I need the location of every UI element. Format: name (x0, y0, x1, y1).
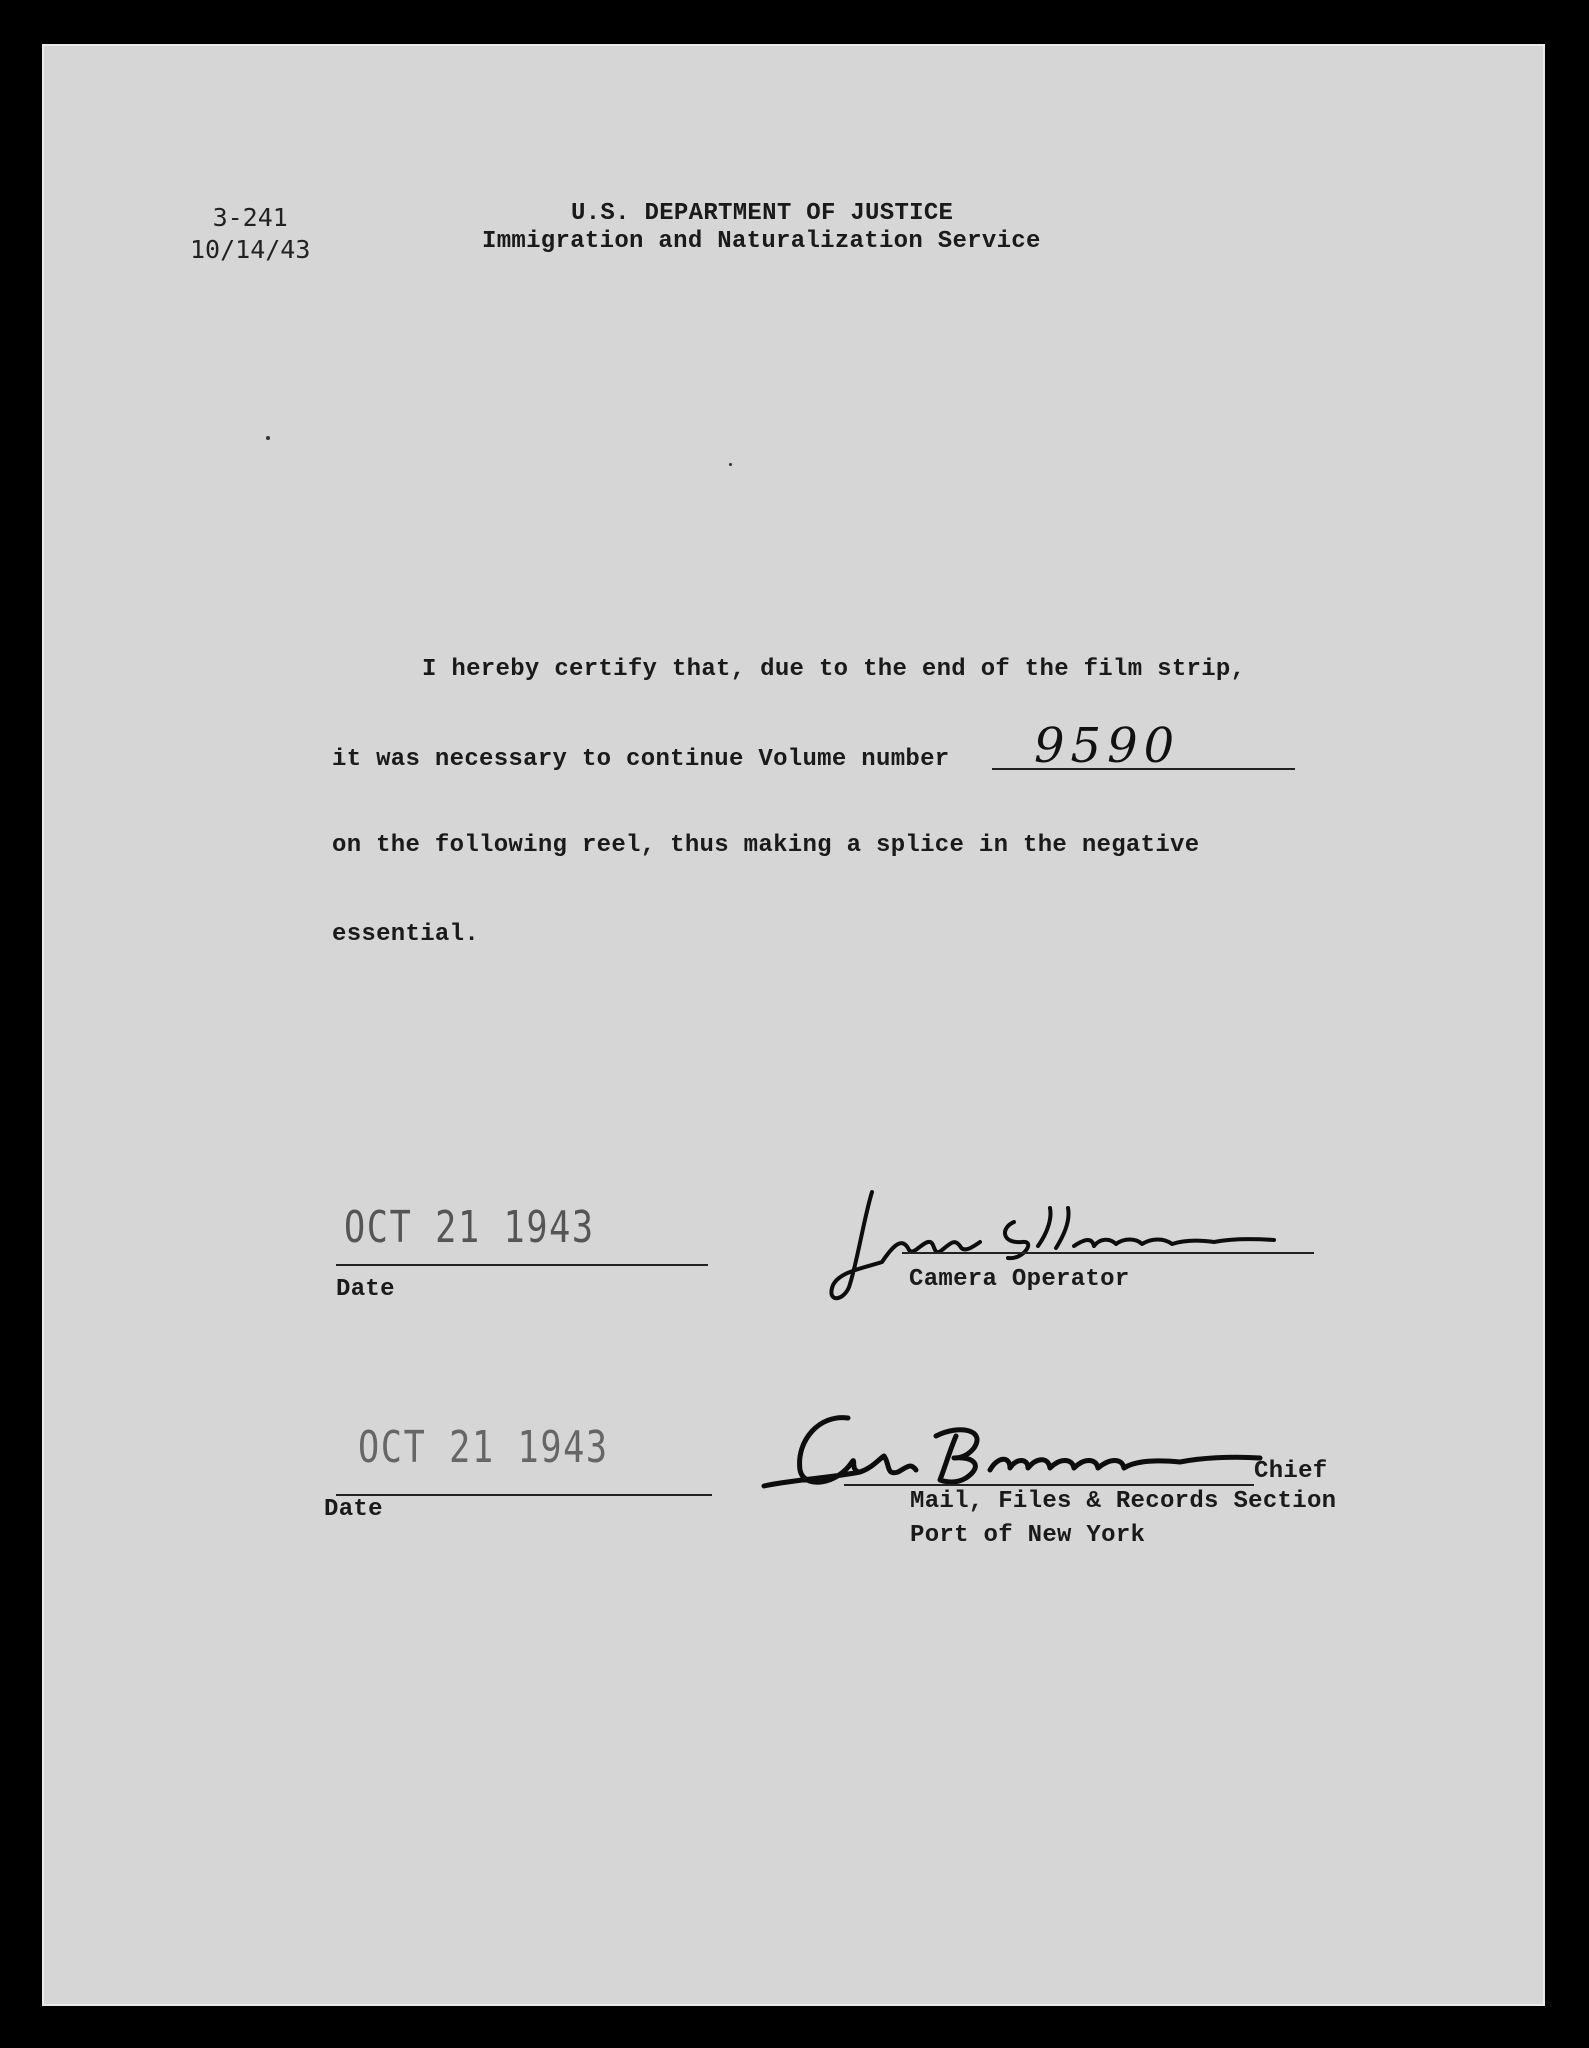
camera-operator-title: Camera Operator (909, 1266, 1130, 1293)
document-page (42, 44, 1545, 2006)
port-title: Port of New York (910, 1522, 1146, 1549)
certification-line-4: essential. (332, 921, 480, 948)
chief-signature-line (844, 1484, 1254, 1486)
operator-date-line (336, 1264, 708, 1266)
department-heading: U.S. DEPARTMENT OF JUSTICE (571, 200, 954, 227)
form-number: 3-241 (212, 203, 288, 232)
chief-date-line (336, 1494, 712, 1496)
certification-line-1: I hereby certify that, due to the end of the film strip, (422, 656, 1246, 683)
chief-title: Chief (1254, 1458, 1328, 1485)
service-heading: Immigration and Naturalization Service (482, 228, 1041, 255)
dust-speck (266, 436, 270, 440)
chief-date-label: Date (324, 1496, 383, 1523)
operator-date-stamp: OCT 21 1943 (344, 1202, 595, 1253)
operator-date-label: Date (336, 1276, 395, 1303)
form-number-block (190, 202, 310, 266)
signature-stroke (764, 1418, 1260, 1486)
form-revision-date: 10/14/43 (190, 235, 311, 264)
dust-speck (729, 463, 732, 466)
chief-date-stamp: OCT 21 1943 (358, 1422, 609, 1473)
certification-line-3: on the following reel, thus making a splice in the negative (332, 832, 1200, 859)
operator-signature-line (902, 1252, 1314, 1254)
volume-number: 9590 (1034, 718, 1181, 774)
certification-line-2: it was necessary to continue Volume number (332, 746, 950, 773)
section-title: Mail, Files & Records Section (910, 1488, 1337, 1515)
